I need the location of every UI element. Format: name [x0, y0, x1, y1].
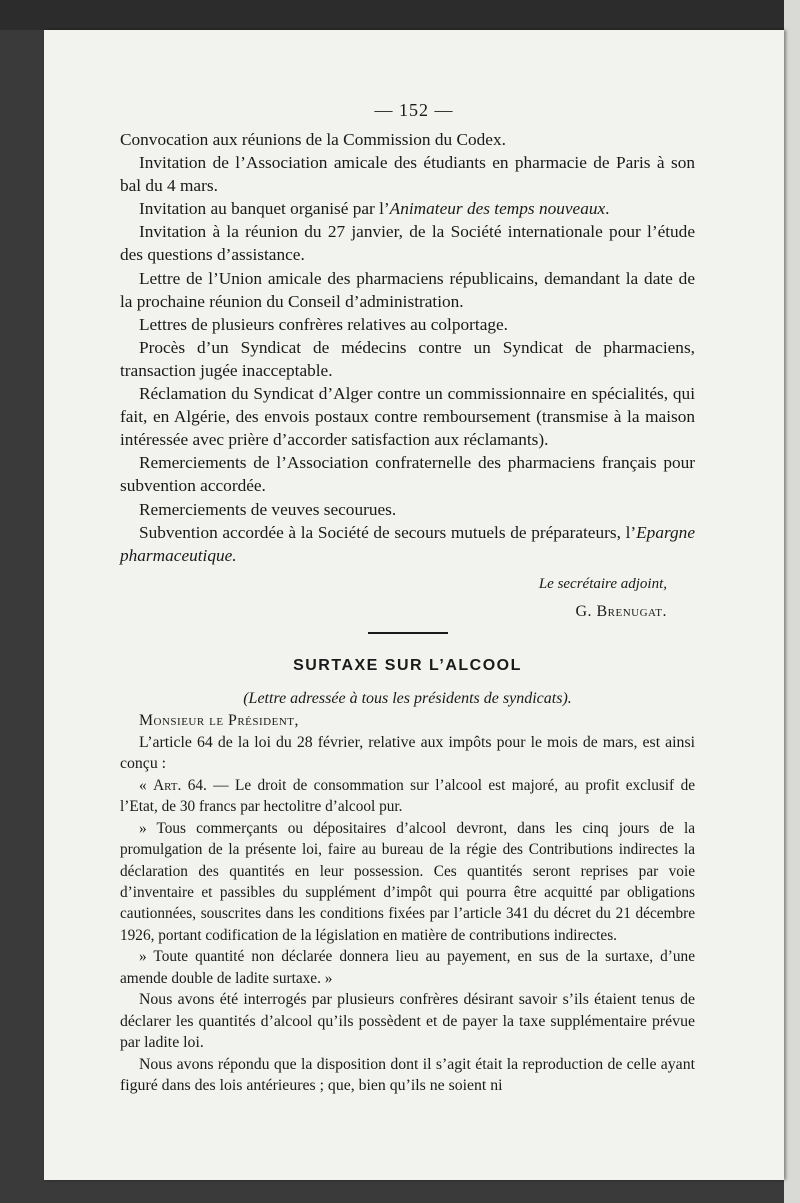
- paragraph: Nous avons été interrogés par plusieurs confrères désirant savoir s’ils étaient tenus de déclarer les quantités d’alcool qu’ils possèdent et de payer la taxe supplémentaire prévue par ladite loi.: [120, 991, 695, 1052]
- scan-border-right: [784, 0, 800, 1203]
- section-subtitle: (Lettre adressée à tous les présidents de syndicats).: [243, 690, 572, 708]
- section-divider: [368, 632, 448, 634]
- section-title: SURTAXE SUR L’ALCOOL: [293, 656, 522, 674]
- list-item: Lettres de plusieurs confrères relatives au colportage.: [139, 314, 508, 334]
- paragraph: » Tous commerçants ou dépositaires d’alcool devront, dans les cinq jours de la promulgation de la présente loi, faire au bureau de la régie des Contributions indirectes la déclaration des quantités en leur possession. Ces quantités seront reprises par voie d’inventaire et passibles du supplément d’impôt qui pourra être acquitté par obligations cautionnées, souscrites dans les conditions fixées par l’article 341 du décret du 21 décembre 1926, portant codification de la législation en matière de contributions indirectes.: [120, 819, 695, 944]
- list-item: Subvention accordée à la Société de secours mutuels de préparateurs, l’Epargne pharmaceutique.: [120, 522, 695, 565]
- list-item: Procès d’un Syndicat de médecins contre un Syndicat de pharmaciens, transaction jugée inacceptable.: [120, 337, 695, 380]
- page-number: — 152 —: [374, 100, 454, 120]
- paragraph: Nous avons répondu que la disposition dont il s’agit était la reproduction de celle ayant figuré dans des lois antérieures ; que, bien qu’ils ne soient ni: [120, 1055, 695, 1095]
- list-item: Invitation de l’Association amicale des étudiants en pharmacie de Paris à son bal du 4 mars.: [120, 153, 695, 196]
- quoted-law: [120, 775, 695, 989]
- salutation: Monsieur le Président,: [139, 712, 299, 730]
- paragraph: L’article 64 de la loi du 28 février, relative aux impôts pour le mois de mars, est ainsi conçu :: [120, 733, 695, 773]
- list-item: Réclamation du Syndicat d’Alger contre un commissionnaire en spécialités, qui fait, en Algérie, des envois postaux contre remboursement (transmise à la maison intéressée avec prière d’accorder satisfaction aux réclamants).: [120, 384, 695, 450]
- list-item: Remerciements de veuves secourues.: [139, 499, 397, 519]
- scan-border-top: [0, 0, 800, 30]
- list-item: Invitation au banquet organisé par l’Animateur des temps nouveaux.: [139, 199, 610, 219]
- list-item: Invitation à la réunion du 27 janvier, de la Société internationale pour l’étude des questions d’assistance.: [120, 222, 695, 265]
- list-item: Remerciements de l’Association confraternelle des pharmaciens français pour subvention accordée.: [120, 453, 695, 496]
- paragraph: » Toute quantité non déclarée donnera lieu au payement, en sus de la surtaxe, d’une amende double de ladite surtaxe. »: [120, 948, 695, 987]
- page-body: [120, 128, 695, 1097]
- signature-role: Le secrétaire adjoint,: [538, 575, 667, 592]
- paragraph: « Art. 64. — Le droit de consommation sur l’alcool est majoré, au profit exclusif de l’Etat, de 30 francs par hectolitre d’alcool pur.: [120, 776, 696, 816]
- list-item: Convocation aux réunions de la Commission du Codex.: [120, 130, 506, 149]
- list-item: Lettre de l’Union amicale des pharmaciens républicains, demandant la date de la prochaine réunion du Conseil d’administration.: [120, 268, 695, 311]
- signature-name: G. Brenugat.: [575, 602, 667, 620]
